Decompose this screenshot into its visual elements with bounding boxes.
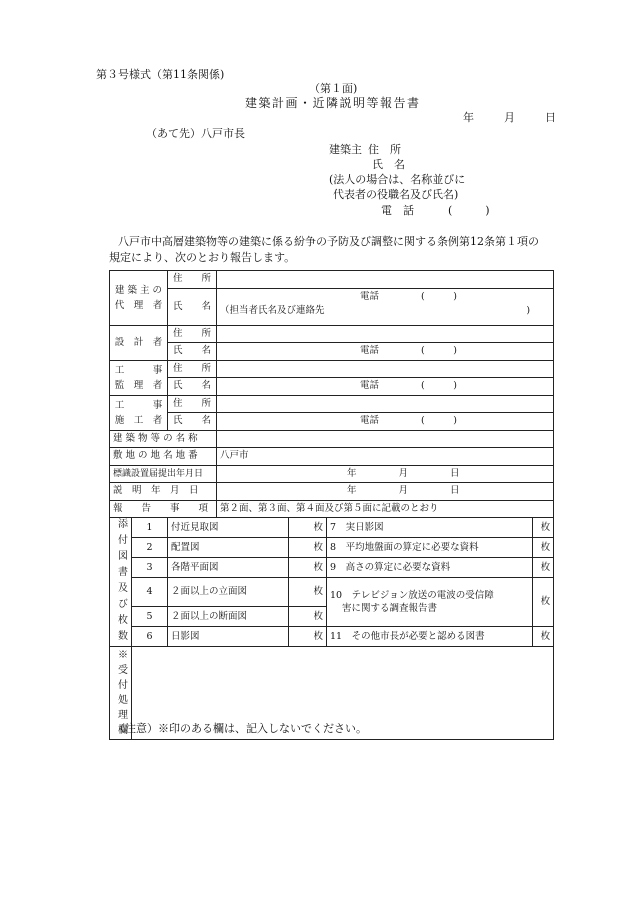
form-number: 第３号様式（第11条関係) [96,68,225,81]
building-name-row [110,430,554,448]
doc-right-4-unit[interactable]: 枚 [533,578,554,627]
attach-row-6 [110,627,554,647]
doc-right-4 [327,578,533,627]
designer-address-field[interactable] [217,325,554,343]
supervisor-name-row [110,378,554,396]
owner-agent-address-label: 住 所 [168,271,217,289]
doc-right-1-no: 7 [330,521,337,533]
doc-right-3-unit[interactable]: 枚 [533,558,554,578]
contractor-address-field[interactable] [217,395,554,413]
designer-address-label: 住 所 [168,325,217,343]
date-day: 日 [545,111,556,124]
doc-left-5-label: ２面以上の断面図 [168,607,289,627]
corporate-note-1: (法人の場合は、名称並びに [329,173,466,186]
corporate-note-2: 代表者の役職名及び氏名) [333,188,459,201]
doc-right-2-unit[interactable]: 枚 [533,538,554,558]
designer-name-row [110,343,554,361]
site-lot-label: 敷 地 の 地 名 地 番 [110,448,217,466]
sign-date-field[interactable] [217,465,554,483]
contractor-phone [220,415,550,427]
designer-address-row [110,325,554,343]
contractor-name-field[interactable] [217,413,554,431]
doc-right-5-no: 11 [330,630,343,642]
page-indicator: （第１面) [309,82,358,95]
owner-agent-phone [220,291,550,303]
doc-right-2-no: 8 [330,541,337,553]
contractor-phone-label: 電話 [360,415,380,427]
doc-left-6-label: 日影図 [168,627,289,647]
doc-left-1-unit[interactable]: 枚 [289,518,327,538]
owner-agent-phone-paren: ( ) [421,290,457,302]
contractor-name-row [110,413,554,431]
supervisor-name-field[interactable] [217,378,554,396]
doc-right-1-label: 実日影図 [345,521,384,533]
explain-date-year: 年 [347,485,357,497]
owner-agent-contact-close: ) [526,304,531,316]
doc-left-3-no: 3 [132,558,168,578]
sign-date-day: 日 [450,467,460,479]
supervisor-address-field[interactable] [217,360,554,378]
intro-line-2: 規定により、次のとおり報告します。 [109,251,296,264]
contractor-label-2: 施 工 者 [114,414,163,426]
explain-date-day: 日 [450,485,460,497]
footer-note: （注意）※印のある欄は、記入しないでください。 [114,722,367,735]
owner-agent-label-2: 代 理 者 [114,299,163,311]
building-name-field[interactable] [217,430,554,448]
designer-label: 設 計 者 [110,325,168,360]
attach-row-2 [110,538,554,558]
document-title: 建築計画・近隣説明等報告書 [245,96,421,110]
attach-column-label [110,518,132,647]
building-name-label: 建 築 物 等 の 名 称 [110,430,217,448]
designer-name-label: 氏 名 [168,343,217,361]
supervisor-phone-paren: ( ) [421,380,457,392]
doc-right-2-label: 平均地盤面の算定に必要な資料 [345,541,479,553]
doc-left-2-label: 配置図 [168,538,289,558]
doc-left-4-unit[interactable]: 枚 [289,578,327,607]
doc-left-3-label: 各階平面図 [168,558,289,578]
applicant-name-label: 氏 名 [372,158,405,171]
date-year: 年 [463,111,474,124]
supervisor-phone [220,380,550,392]
supervisor-address-label: 住 所 [168,360,217,378]
owner-agent-phone-label: 電話 [360,290,380,302]
doc-left-3-unit[interactable]: 枚 [289,558,327,578]
contractor-address-label: 住 所 [168,395,217,413]
doc-left-2-no: 2 [132,538,168,558]
report-items-row [110,500,554,518]
doc-right-3 [327,558,533,578]
doc-right-1-unit[interactable]: 枚 [533,518,554,538]
attach-row-1 [110,518,554,538]
intro-line-1: 八戸市中高層建築物等の建築に係る紛争の予防及び調整に関する条例第12条第１項の [118,235,539,248]
applicant-phone [381,204,490,218]
sign-date-label: 標識設置届提出年月日 [110,465,217,483]
date-month: 月 [504,111,515,124]
applicant-address [329,143,401,157]
doc-left-1-no: 1 [132,518,168,538]
doc-right-5-label: その他市長が必要と認める図書 [351,630,485,642]
contractor-name-label: 氏 名 [168,413,217,431]
owner-agent-name-row [110,288,554,325]
owner-agent-address-row [110,271,554,289]
explain-date-label: 説 明 年 月 日 [110,483,217,501]
applicant-phone-paren: ( ) [448,204,490,217]
owner-agent-label-1: 建 築 主 の [114,284,163,296]
applicant-address-label: 住 所 [368,143,401,156]
doc-right-2 [327,538,533,558]
supervisor-address-row [110,360,554,378]
doc-left-1-label: 付近見取図 [168,518,289,538]
supervisor-label-1: 工 事 [114,364,163,376]
site-lot-field[interactable]: 八戸市 [217,448,554,466]
attach-column-text: 添付図書及び枚数 [115,518,127,646]
doc-right-5 [327,627,533,647]
doc-left-6-unit[interactable]: 枚 [289,627,327,647]
explain-date-month: 月 [398,485,409,497]
doc-left-4-label: ２面以上の立面図 [168,578,289,607]
site-lot-row [110,448,554,466]
doc-left-5-no: 5 [132,607,168,627]
doc-right-1 [327,518,533,538]
owner-agent-contact [220,305,550,317]
explain-date-field[interactable] [217,483,554,501]
designer-phone-label: 電話 [360,345,380,357]
receipt-label-text: ※受付処理欄 [115,649,127,739]
contractor-label-1: 工 事 [114,399,163,411]
doc-right-3-label: 高さの算定に必要な資料 [345,561,451,573]
doc-right-5-unit[interactable]: 枚 [533,627,554,647]
owner-agent-label [110,271,168,326]
applicant-phone-label: 電 話 [381,204,414,217]
owner-agent-name-field[interactable] [217,288,554,325]
report-form-table [109,270,554,740]
contractor-phone-paren: ( ) [421,415,457,427]
attach-row-4 [110,578,554,607]
doc-right-4-no: 10 [330,590,343,601]
owner-agent-address-field[interactable] [217,271,554,289]
designer-name-field[interactable] [217,343,554,361]
sign-date-month: 月 [398,467,409,479]
applicant-role: 建築主 [329,143,362,156]
sign-date-row [110,465,554,483]
sign-date-year: 年 [347,467,357,479]
doc-right-4-label-2: 害に関する調査報告書 [342,603,438,614]
owner-agent-contact-note: （担当者氏名及び連絡先 [220,304,325,316]
supervisor-name-label: 氏 名 [168,378,217,396]
supervisor-label [110,360,168,395]
owner-agent-name-label: 氏 名 [168,288,217,325]
supervisor-phone-label: 電話 [360,380,380,392]
doc-left-6-no: 6 [132,627,168,647]
supervisor-label-2: 監 理 者 [114,379,163,391]
doc-right-3-no: 9 [330,561,337,573]
designer-phone-paren: ( ) [421,345,457,357]
explain-date-row [110,483,554,501]
doc-left-2-unit[interactable]: 枚 [289,538,327,558]
contractor-label [110,395,168,430]
contractor-address-row [110,395,554,413]
doc-right-4-label-1: テレビジョン放送の電波の受信障 [351,590,494,601]
designer-phone [220,345,550,357]
doc-left-5-unit[interactable]: 枚 [289,607,327,627]
doc-left-4-no: 4 [132,578,168,607]
report-items-value: 第２面、第３面、第４面及び第５面に記載のとおり [217,500,554,518]
addressee: （あて先）八戸市長 [146,127,245,140]
report-items-label: 報 告 事 項 [110,500,217,518]
date-line [463,111,556,125]
attach-row-3 [110,558,554,578]
